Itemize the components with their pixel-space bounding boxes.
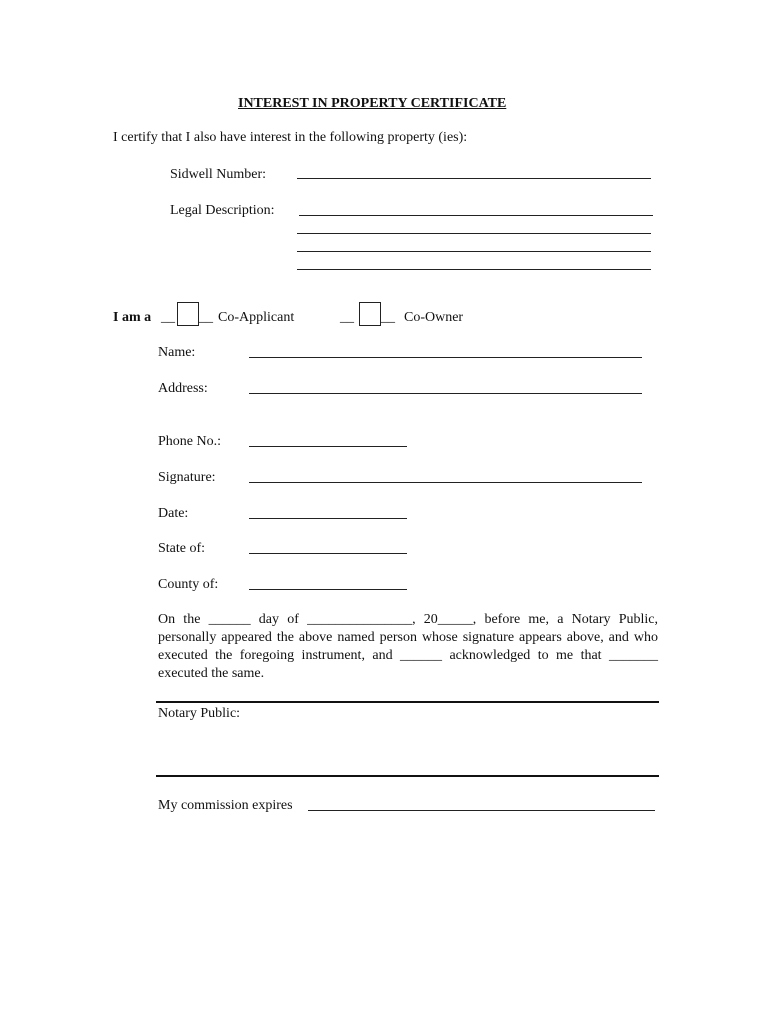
page-title: INTEREST IN PROPERTY CERTIFICATE — [238, 96, 507, 111]
notary-paragraph: On the ______ day of _______________, 20_____, before me, a Notary Public, personally appeared the above named person whose signature appears above, and who executed the foregoing instrument, and ______ acknowledged to me that _______ executed the same. — [158, 612, 658, 681]
phone-field[interactable] — [249, 446, 407, 447]
state-field[interactable] — [249, 553, 407, 554]
commission-expires-field[interactable] — [308, 810, 655, 811]
co-owner-label: Co-Owner — [404, 310, 464, 325]
i-am-a-label: I am a — [113, 310, 152, 325]
notary-public-label: Notary Public: — [158, 706, 241, 721]
name-field[interactable] — [249, 357, 642, 358]
signature-field[interactable] — [249, 482, 642, 483]
legal-description-line-1[interactable] — [299, 215, 653, 216]
notary-signature-line[interactable] — [156, 775, 659, 777]
legal-description-line-2[interactable] — [297, 233, 651, 234]
sidwell-number-field[interactable] — [297, 178, 651, 179]
address-field[interactable] — [249, 393, 642, 394]
notary-top-rule — [156, 701, 659, 703]
legal-description-label: Legal Description: — [170, 203, 275, 218]
co-applicant-checkbox[interactable] — [177, 302, 199, 326]
co-applicant-label: Co-Applicant — [218, 310, 295, 325]
county-label: County of: — [158, 577, 219, 592]
blank-before-co-owner: __ — [340, 310, 354, 325]
county-field[interactable] — [249, 589, 407, 590]
phone-label: Phone No.: — [158, 434, 221, 449]
state-label: State of: — [158, 541, 206, 556]
name-label: Name: — [158, 345, 196, 360]
address-label: Address: — [158, 381, 208, 396]
legal-description-line-4[interactable] — [297, 269, 651, 270]
legal-description-line-3[interactable] — [297, 251, 651, 252]
commission-expires-label: My commission expires — [158, 798, 293, 813]
co-owner-checkbox[interactable] — [359, 302, 381, 326]
blank-before-co-applicant: __ — [161, 310, 175, 325]
intro-text: I certify that I also have interest in the following property (ies): — [113, 130, 468, 145]
blank-after-co-applicant: __ — [199, 310, 213, 325]
date-label: Date: — [158, 506, 189, 521]
signature-label: Signature: — [158, 470, 216, 485]
date-field[interactable] — [249, 518, 407, 519]
blank-after-co-owner: __ — [381, 310, 395, 325]
sidwell-label: Sidwell Number: — [170, 167, 267, 182]
